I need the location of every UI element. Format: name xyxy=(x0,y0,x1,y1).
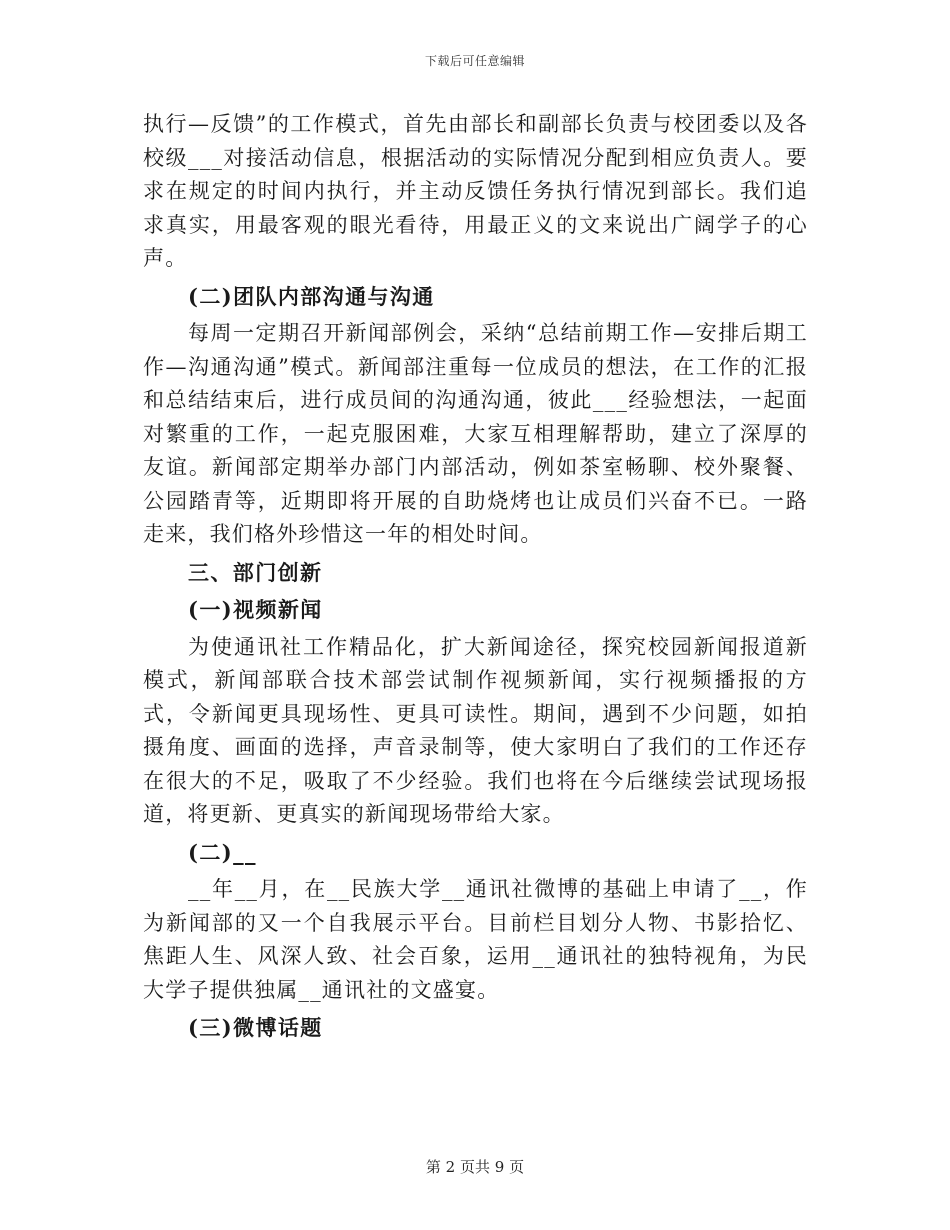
heading-blank-section: (二)__ xyxy=(188,839,257,865)
heading-weibo-topics: (三)微博话题 xyxy=(188,1015,323,1040)
paragraph-weekly-meeting: 每周一定期召开新闻部例会，采纳“总结前期工作—安排后期工作—沟通沟通”模式。新闻部注重每一位成员的想法，在工作的汇报和总结结束后，进行成员间的沟通沟通，彼此___经验想法，一起面对繁重的工作，一起克服困难，大家互相理解帮助，建立了深厚的友谊。新闻部定期举办部门内部活动，例如茶室畅聊、校外聚餐、公园踏青等，近期即将开展的自助烧烤也让成员们兴奋不已。一路走来，我们格外珍惜这一年的相处时间。 xyxy=(143,321,808,546)
paragraph-feedback-mode: 执行—反馈”的工作模式，首先由部长和副部长负责与校团委以及各校级___对接活动信息，根据活动的实际情况分配到相应负责人。要求在规定的时间内执行，并主动反馈任务执行情况到部长。我们追求真实，用最客观的眼光看待，用最正义的文来说出广阔学子的心声。 xyxy=(143,112,808,270)
heading-video-news: (一)视频新闻 xyxy=(188,597,323,622)
paragraph-video-news: 为使通讯社工作精品化，扩大新闻途径，探究校园新闻报道新模式，新闻部联合技术部尝试制作视频新闻，实行视频播报的方式，令新闻更具现场性、更具可读性。期间，遇到不少问题，如拍摄角度、画面的选择，声音录制等，使大家明白了我们的工作还存在很大的不足，吸取了不少经验。我们也将在今后继续尝试现场报道，将更新、更真实的新闻现场带给大家。 xyxy=(143,634,808,826)
page-footer: 第 2 页共 9 页 xyxy=(425,1158,525,1176)
document-body xyxy=(143,108,808,1045)
heading-team-communication: (二)团队内部沟通与沟通 xyxy=(188,283,435,309)
paragraph-platform: __年__月，在__民族大学__通讯社微博的基础上申请了__，作为新闻部的又一个自我展示平台。目前栏目划分人物、书影拾忆、焦距人生、风深人致、社会百象，运用__通讯社的独特视角，为民大学子提供独属__通讯社的文盛宴。 xyxy=(143,877,808,1002)
heading-department-innovation: 三、部门创新 xyxy=(188,559,323,585)
page-header: 下载后可任意编辑 xyxy=(424,54,525,68)
